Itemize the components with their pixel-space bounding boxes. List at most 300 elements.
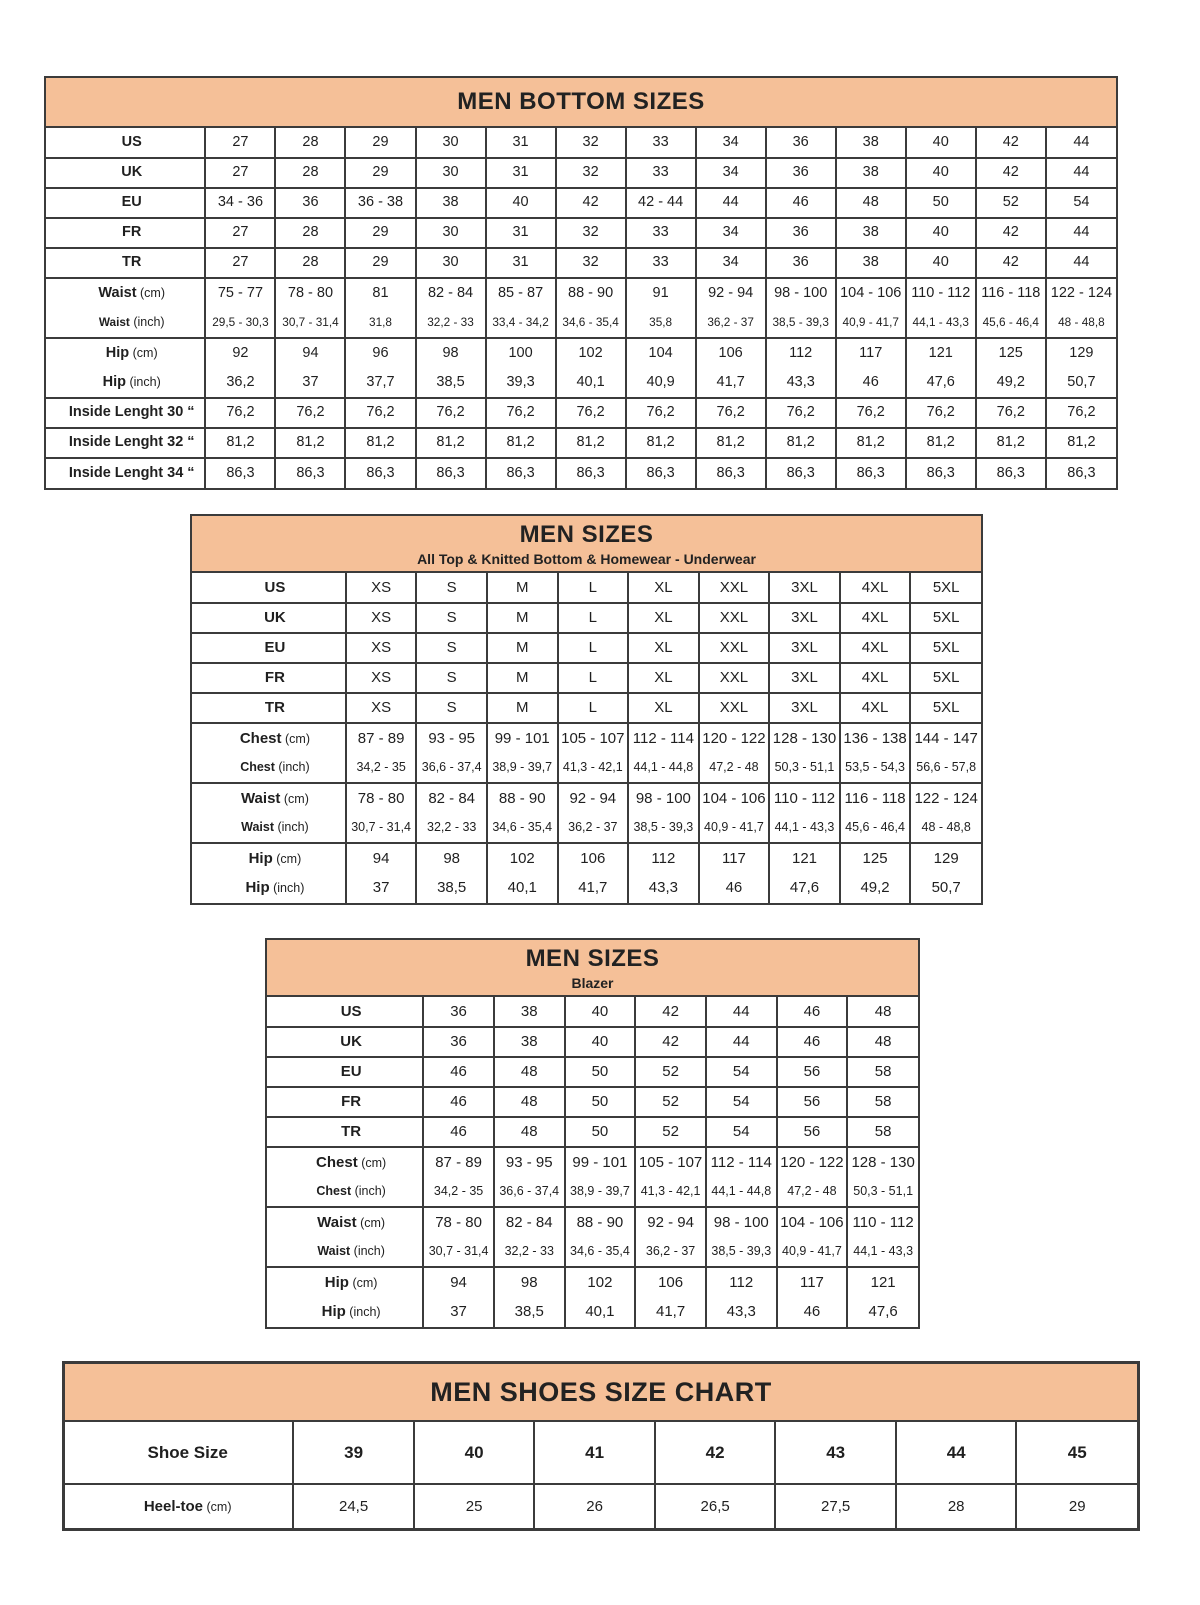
size-cell: 50 — [906, 188, 976, 218]
row-label — [46, 158, 205, 188]
table-row — [65, 1484, 1137, 1528]
size-cell: 44 — [696, 188, 766, 218]
size-cell: 81,2 — [205, 428, 275, 458]
size-cell: 82 - 84 — [416, 278, 486, 308]
size-cell: 40 — [906, 158, 976, 188]
size-cell: 76,2 — [766, 398, 836, 428]
size-cell: 121 — [769, 843, 840, 873]
row-label — [267, 1207, 423, 1237]
row-label — [267, 997, 423, 1027]
size-cell: 43,3 — [706, 1297, 777, 1327]
size-cell: 54 — [706, 1117, 777, 1147]
size-cell: 81,2 — [486, 428, 556, 458]
row-label-unit: (cm) — [136, 285, 166, 300]
size-cell: 56 — [777, 1057, 848, 1087]
row-label-unit: (inch) — [129, 314, 165, 329]
size-cell: 34,6 - 35,4 — [565, 1237, 636, 1267]
size-cell: 86,3 — [345, 458, 415, 488]
size-cell: 106 — [696, 338, 766, 368]
size-cell: 104 - 106 — [699, 783, 770, 813]
size-cell: 81,2 — [766, 428, 836, 458]
size-cell: 30 — [416, 158, 486, 188]
size-cell: 125 — [976, 338, 1046, 368]
size-cell: 36 — [766, 248, 836, 278]
size-cell: 32,2 - 33 — [416, 813, 487, 843]
size-cell: 4XL — [840, 573, 911, 603]
size-cell: 33 — [626, 218, 696, 248]
size-cell: 38,5 — [416, 873, 487, 903]
size-cell: 104 — [626, 338, 696, 368]
size-cell: 47,6 — [847, 1297, 918, 1327]
row-label-text: Heel-toe — [143, 1497, 204, 1515]
row-label — [192, 843, 346, 873]
table-subtitle: All Top & Knitted Bottom & Homewear - Underwear — [417, 550, 756, 567]
size-cell: M — [487, 693, 558, 723]
row-label-unit: (cm) — [357, 1155, 387, 1170]
row-label-text: US — [264, 578, 286, 596]
row-label-unit: (cm) — [272, 851, 302, 866]
size-cell: 32 — [556, 218, 626, 248]
size-cell: 36 — [766, 218, 836, 248]
size-cell: 121 — [847, 1267, 918, 1297]
row-label-unit: (cm) — [348, 1275, 378, 1290]
size-cell: 36 - 38 — [345, 188, 415, 218]
size-cell: 38 — [836, 248, 906, 278]
size-cell: 30,7 - 31,4 — [275, 308, 345, 338]
size-cell: 86,3 — [416, 458, 486, 488]
size-cell: 112 — [706, 1267, 777, 1297]
table-row — [46, 188, 1116, 218]
size-cell: 44,1 - 43,3 — [906, 308, 976, 338]
row-label-text: Waist — [98, 314, 130, 329]
size-cell: 42 — [635, 1027, 706, 1057]
size-cell: 28 — [275, 248, 345, 278]
size-cell: 110 - 112 — [847, 1207, 918, 1237]
size-cell: 52 — [635, 1057, 706, 1087]
size-cell: 76,2 — [556, 398, 626, 428]
size-cell: 44,1 - 44,8 — [628, 753, 699, 783]
row-label — [46, 128, 205, 158]
size-cell: 112 — [766, 338, 836, 368]
row-label-text: Chest — [239, 729, 282, 747]
size-cell: 42 — [655, 1422, 776, 1484]
row-label — [192, 573, 346, 603]
table-row — [267, 1057, 918, 1087]
size-cell: 46 — [777, 1027, 848, 1057]
row-label-text: US — [121, 133, 142, 150]
row-label-text: Waist — [317, 1243, 351, 1258]
size-cell: 25 — [414, 1484, 535, 1528]
size-cell: 76,2 — [205, 398, 275, 428]
size-cell: 31 — [486, 128, 556, 158]
table-row — [46, 338, 1116, 368]
size-cell: XL — [628, 603, 699, 633]
size-cell: S — [416, 663, 487, 693]
size-cell: 4XL — [840, 663, 911, 693]
size-cell: 56 — [777, 1117, 848, 1147]
row-label — [46, 248, 205, 278]
row-label — [192, 633, 346, 663]
table-row — [46, 218, 1116, 248]
size-cell: 46 — [423, 1117, 494, 1147]
size-cell: 40 — [906, 128, 976, 158]
size-cell: 32,2 - 33 — [416, 308, 486, 338]
size-cell: 38,9 - 39,7 — [565, 1177, 636, 1207]
row-label — [267, 1237, 423, 1267]
size-cell: 36 — [766, 128, 836, 158]
row-label — [192, 603, 346, 633]
size-cell: 35,8 — [626, 308, 696, 338]
row-label — [267, 1147, 423, 1177]
size-cell: 27 — [205, 158, 275, 188]
row-label-text: Shoe Size — [147, 1442, 228, 1462]
size-cell: 40 — [565, 1027, 636, 1057]
size-cell: XL — [628, 633, 699, 663]
row-label — [192, 783, 346, 813]
size-cell: XS — [346, 603, 417, 633]
row-label-text: Inside Lenght 32 “ — [68, 434, 195, 451]
size-cell: 116 - 118 — [840, 783, 911, 813]
men-sizes-blazer-table — [265, 938, 920, 1329]
size-cell: 46 — [777, 1297, 848, 1327]
size-cell: 47,6 — [906, 368, 976, 398]
size-cell: 46 — [777, 997, 848, 1027]
row-label — [46, 458, 205, 488]
size-cell: 112 — [628, 843, 699, 873]
size-cell: 92 - 94 — [635, 1207, 706, 1237]
size-cell: 144 - 147 — [910, 723, 981, 753]
size-cell: 48 — [836, 188, 906, 218]
size-cell: 102 — [565, 1267, 636, 1297]
men-shoes-size-chart-grid — [65, 1422, 1137, 1528]
row-label — [192, 873, 346, 903]
size-cell: 50,3 - 51,1 — [847, 1177, 918, 1207]
size-cell: 48 — [847, 1027, 918, 1057]
row-label — [192, 753, 346, 783]
size-cell: XXL — [699, 663, 770, 693]
size-cell: 129 — [1046, 338, 1116, 368]
row-label-text: FR — [264, 669, 285, 687]
size-cell: 34 — [696, 248, 766, 278]
size-cell: 86,3 — [1046, 458, 1116, 488]
table-row — [267, 1267, 918, 1297]
row-label-unit: (inch) — [126, 374, 161, 389]
size-cell: 4XL — [840, 633, 911, 663]
size-cell: 38 — [494, 1027, 565, 1057]
size-cell: 44,1 - 43,3 — [769, 813, 840, 843]
size-cell: 36 — [423, 1027, 494, 1057]
size-cell: 43 — [775, 1422, 896, 1484]
size-cell: 28 — [896, 1484, 1017, 1528]
table-row — [267, 1237, 918, 1267]
row-label — [46, 338, 205, 368]
row-label — [46, 278, 205, 308]
row-label-text: US — [340, 1002, 362, 1020]
men-shoes-size-chart-table — [62, 1361, 1140, 1531]
size-cell: 40,1 — [487, 873, 558, 903]
size-cell: XS — [346, 573, 417, 603]
table-row — [46, 458, 1116, 488]
size-cell: L — [558, 693, 629, 723]
size-cell: 3XL — [769, 693, 840, 723]
men-bottom-sizes-table — [44, 76, 1118, 490]
size-cell: 30 — [416, 248, 486, 278]
size-cell: 37 — [346, 873, 417, 903]
size-cell: 44 — [896, 1422, 1017, 1484]
size-cell: 36 — [275, 188, 345, 218]
size-cell: 98 — [416, 338, 486, 368]
table-row — [46, 398, 1116, 428]
size-cell: 41,7 — [635, 1297, 706, 1327]
table-row — [267, 1117, 918, 1147]
size-cell: 4XL — [840, 693, 911, 723]
size-cell: 40,9 - 41,7 — [699, 813, 770, 843]
size-cell: 86,3 — [976, 458, 1046, 488]
size-cell: 31 — [486, 158, 556, 188]
size-cell: 38 — [494, 997, 565, 1027]
size-cell: 27,5 — [775, 1484, 896, 1528]
row-label-text: EU — [264, 639, 286, 657]
size-cell: XS — [346, 663, 417, 693]
size-cell: 38 — [836, 218, 906, 248]
size-cell: 38 — [836, 128, 906, 158]
size-cell: 47,6 — [769, 873, 840, 903]
size-cell: 136 - 138 — [840, 723, 911, 753]
row-label — [46, 218, 205, 248]
size-cell: 81,2 — [556, 428, 626, 458]
row-label-text: Waist — [241, 819, 274, 834]
row-label-unit: (inch) — [351, 1183, 386, 1198]
size-cell: XL — [628, 663, 699, 693]
row-label — [192, 663, 346, 693]
size-cell: S — [416, 573, 487, 603]
size-cell: 42 — [976, 158, 1046, 188]
size-cell: 116 - 118 — [976, 278, 1046, 308]
row-label-text: TR — [122, 254, 142, 271]
size-cell: 129 — [910, 843, 981, 873]
table-title-band — [65, 1364, 1137, 1422]
size-cell: 45,6 - 46,4 — [840, 813, 911, 843]
size-cell: 48 - 48,8 — [1046, 308, 1116, 338]
size-cell: 50 — [565, 1117, 636, 1147]
size-cell: 40,1 — [565, 1297, 636, 1327]
size-cell: 34,6 - 35,4 — [487, 813, 558, 843]
size-cell: 106 — [558, 843, 629, 873]
row-label-text: Chest — [316, 1183, 352, 1198]
size-cell: 34 — [696, 128, 766, 158]
size-cell: 88 - 90 — [556, 278, 626, 308]
size-cell: 38 — [416, 188, 486, 218]
row-label — [192, 723, 346, 753]
row-label-unit: (cm) — [129, 345, 158, 360]
size-cell: 33 — [626, 248, 696, 278]
size-cell: 38,5 — [494, 1297, 565, 1327]
size-cell: 44,1 - 43,3 — [847, 1237, 918, 1267]
row-label — [46, 188, 205, 218]
size-cell: 28 — [275, 128, 345, 158]
size-cell: 37 — [275, 368, 345, 398]
size-cell: 32 — [556, 158, 626, 188]
size-cell: XS — [346, 633, 417, 663]
row-label — [267, 1057, 423, 1087]
row-label-text: Inside Lenght 30 “ — [68, 404, 195, 421]
size-cell: 44 — [1046, 248, 1116, 278]
size-cell: 38,5 — [416, 368, 486, 398]
size-cell: 112 - 114 — [706, 1147, 777, 1177]
row-label — [267, 1117, 423, 1147]
size-cell: XXL — [699, 603, 770, 633]
row-label-text: Hip — [102, 373, 127, 390]
table-row — [192, 663, 981, 693]
size-cell: 52 — [976, 188, 1046, 218]
size-cell: 32,2 - 33 — [494, 1237, 565, 1267]
size-cell: 46 — [423, 1087, 494, 1117]
men-bottom-sizes-grid — [46, 128, 1116, 488]
size-cell: 48 — [494, 1057, 565, 1087]
size-cell: M — [487, 603, 558, 633]
size-cell: 128 - 130 — [769, 723, 840, 753]
size-cell: 33 — [626, 158, 696, 188]
size-cell: 3XL — [769, 573, 840, 603]
size-cell: 50 — [565, 1057, 636, 1087]
size-cell: 120 - 122 — [699, 723, 770, 753]
row-label-text: UK — [340, 1033, 362, 1051]
size-cell: 48 — [494, 1117, 565, 1147]
row-label-text: TR — [341, 1123, 362, 1141]
table-row — [192, 633, 981, 663]
size-cell: 53,5 - 54,3 — [840, 753, 911, 783]
row-label-text: Hip — [245, 879, 270, 897]
size-cell: 86,3 — [906, 458, 976, 488]
row-label-text: Hip — [321, 1303, 346, 1321]
size-cell: 26,5 — [655, 1484, 776, 1528]
size-cell: 110 - 112 — [906, 278, 976, 308]
size-cell: 27 — [205, 248, 275, 278]
table-body — [267, 997, 918, 1327]
size-cell: 98 - 100 — [706, 1207, 777, 1237]
table-body — [46, 128, 1116, 488]
size-cell: 26 — [534, 1484, 655, 1528]
size-cell: 106 — [635, 1267, 706, 1297]
row-label — [46, 398, 205, 428]
table-row — [192, 693, 981, 723]
size-cell: 42 — [976, 128, 1046, 158]
size-cell: 49,2 — [976, 368, 1046, 398]
size-cell: 105 - 107 — [635, 1147, 706, 1177]
size-cell: 29,5 - 30,3 — [205, 308, 275, 338]
size-cell: 98 — [416, 843, 487, 873]
size-cell: 40 — [414, 1422, 535, 1484]
size-cell: 36 — [423, 997, 494, 1027]
size-cell: 3XL — [769, 633, 840, 663]
table-row — [192, 783, 981, 813]
size-cell: 81,2 — [626, 428, 696, 458]
size-cell: 41,3 - 42,1 — [558, 753, 629, 783]
size-cell: 38 — [836, 158, 906, 188]
size-cell: 102 — [487, 843, 558, 873]
table-title: MEN SHOES SIZE CHART — [430, 1376, 772, 1407]
size-cell: 81,2 — [1046, 428, 1116, 458]
size-cell: 5XL — [910, 693, 981, 723]
size-cell: 33 — [626, 128, 696, 158]
size-cell: 29 — [345, 158, 415, 188]
table-row — [192, 753, 981, 783]
size-cell: 34,2 - 35 — [423, 1177, 494, 1207]
size-cell: 82 - 84 — [494, 1207, 565, 1237]
size-cell: 40,1 — [556, 368, 626, 398]
size-cell: 92 - 94 — [696, 278, 766, 308]
size-cell: 52 — [635, 1087, 706, 1117]
size-cell: 104 - 106 — [836, 278, 906, 308]
size-cell: 52 — [635, 1117, 706, 1147]
size-cell: 76,2 — [486, 398, 556, 428]
row-label-unit: (cm) — [203, 1499, 232, 1514]
size-cell: 47,2 - 48 — [699, 753, 770, 783]
size-cell: 117 — [836, 338, 906, 368]
row-label-text: Chest — [240, 759, 275, 774]
size-cell: 76,2 — [416, 398, 486, 428]
size-cell: 36,2 - 37 — [558, 813, 629, 843]
size-cell: 86,3 — [836, 458, 906, 488]
table-row — [46, 428, 1116, 458]
size-cell: L — [558, 633, 629, 663]
size-cell: 38,5 - 39,3 — [766, 308, 836, 338]
table-title: MEN BOTTOM SIZES — [457, 88, 705, 115]
size-cell: 76,2 — [345, 398, 415, 428]
size-cell: 45,6 - 46,4 — [976, 308, 1046, 338]
size-cell: 76,2 — [275, 398, 345, 428]
size-cell: 3XL — [769, 663, 840, 693]
size-cell: 36,2 - 37 — [696, 308, 766, 338]
size-cell: 76,2 — [696, 398, 766, 428]
size-cell: 58 — [847, 1117, 918, 1147]
size-cell: L — [558, 603, 629, 633]
size-cell: XL — [628, 693, 699, 723]
size-cell: 92 — [205, 338, 275, 368]
size-cell: 99 - 101 — [565, 1147, 636, 1177]
size-cell: XS — [346, 693, 417, 723]
size-cell: 29 — [345, 128, 415, 158]
table-row — [267, 1147, 918, 1177]
row-label-text: Waist — [240, 789, 281, 807]
size-cell: 32 — [556, 248, 626, 278]
size-cell: M — [487, 573, 558, 603]
row-label-text: FR — [122, 224, 142, 241]
size-cell: 40,9 - 41,7 — [836, 308, 906, 338]
size-cell: 4XL — [840, 603, 911, 633]
size-cell: 40,9 - 41,7 — [777, 1237, 848, 1267]
size-cell: 50,3 - 51,1 — [769, 753, 840, 783]
table-row — [192, 813, 981, 843]
size-cell: 40 — [486, 188, 556, 218]
size-cell: 34 — [696, 158, 766, 188]
size-cell: 44 — [706, 1027, 777, 1057]
row-label-text: Waist — [98, 284, 137, 301]
table-row — [267, 1207, 918, 1237]
size-cell: 104 - 106 — [777, 1207, 848, 1237]
table-body — [65, 1422, 1137, 1528]
row-label — [65, 1484, 293, 1528]
size-cell: 56 — [777, 1087, 848, 1117]
size-cell: 105 - 107 — [558, 723, 629, 753]
size-cell: 30,7 - 31,4 — [346, 813, 417, 843]
table-subtitle: Blazer — [571, 974, 614, 991]
men-sizes-tops-grid — [192, 573, 981, 903]
row-label — [65, 1422, 293, 1484]
size-cell: 85 - 87 — [486, 278, 556, 308]
size-cell: 81,2 — [906, 428, 976, 458]
size-cell: 44 — [1046, 218, 1116, 248]
